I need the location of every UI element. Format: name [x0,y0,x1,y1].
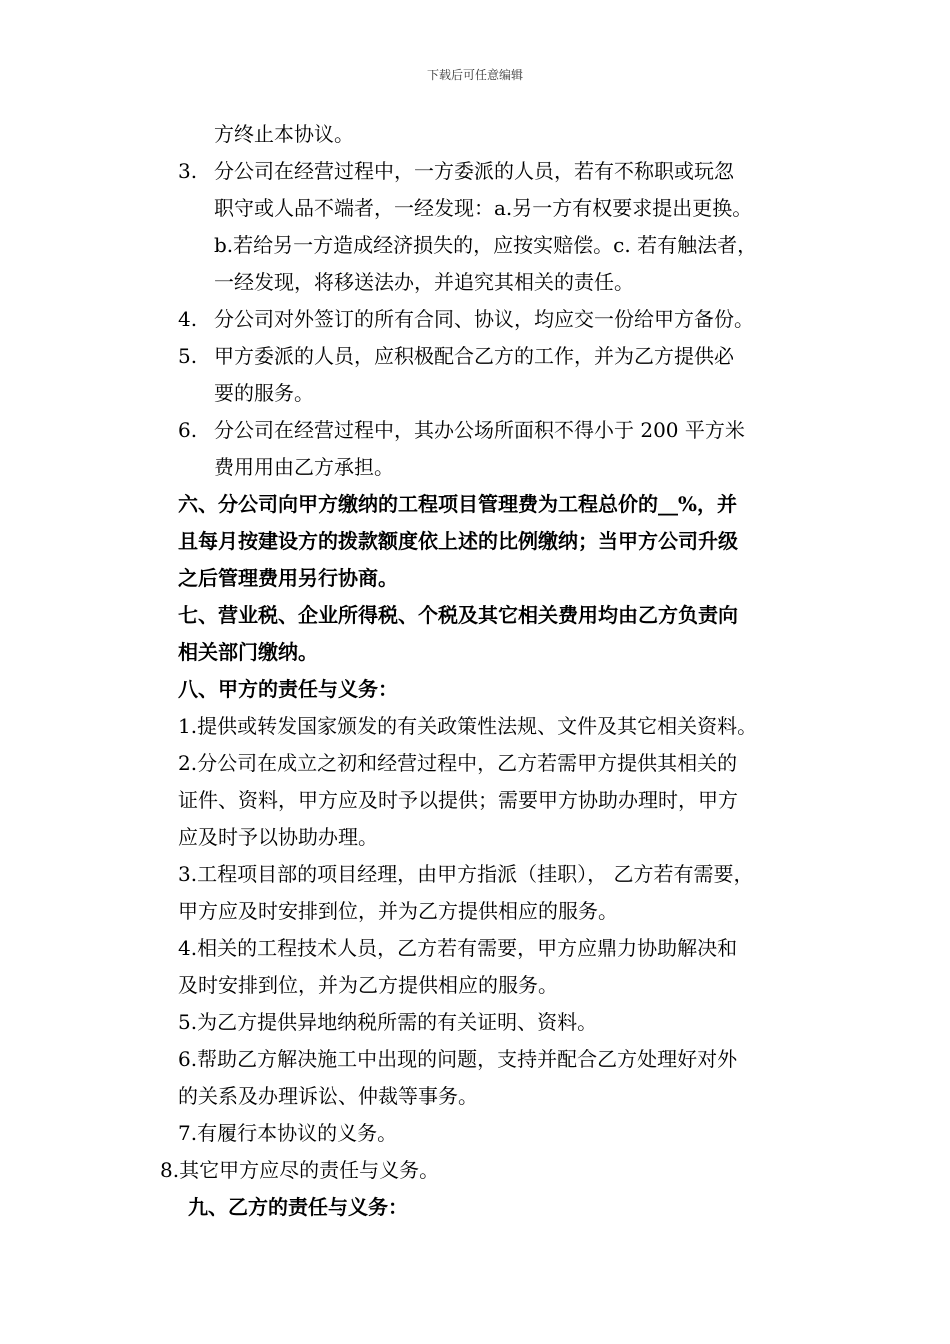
section-8-item: 3.工程项目部的项目经理，由甲方指派（挂职）， 乙方若有需要， [178,862,754,886]
section-8-item: 6.帮助乙方解决施工中出现的问题，支持并配合乙方处理好对外 [178,1047,738,1071]
list-text [214,338,828,412]
section-8-heading: 八、甲方的责任与义务： [178,677,398,701]
list-number: 5. [178,344,198,368]
text-line: 分公司对外签订的所有合同、协议，均应交一份给甲方备份。 [214,307,754,331]
section-8-item: 4.相关的工程技术人员，乙方若有需要，甲方应鼎力协助解决和 [178,936,738,960]
list-item-3 [178,153,828,301]
section-8-item: 5.为乙方提供异地纳税所需的有关证明、资料。 [178,1010,598,1034]
list-number: 6. [178,418,198,442]
section-8-item: 8.其它甲方应尽的责任与义务。 [160,1158,440,1182]
section-8-item: 应及时予以协助办理。 [178,825,378,849]
list-item-6 [178,412,828,486]
section-7-line: 七、营业税、企业所得税、个税及其它相关费用均由乙方负责向 [178,603,738,627]
text-line: 分公司在经营过程中，一方委派的人员，若有不称职或玩忽 [214,159,734,183]
list-text [214,301,828,338]
text-line: 费用用由乙方承担。 [214,455,394,479]
text-line: 职守或人品不端者，一经发现：a.另一方有权要求提出更换。 [214,196,753,220]
list-number: 3. [178,159,198,183]
page-header: 下载后可任意编辑 [426,68,523,82]
list-item-4 [178,301,828,338]
text-line: 要的服务。 [214,381,314,405]
section-6-line: 之后管理费用另行协商。 [178,566,398,590]
section-9-heading: 九、乙方的责任与义务： [188,1195,408,1219]
section-8-item: 的关系及办理诉讼、仲裁等事务。 [178,1084,478,1108]
section-8-item: 证件、资料，甲方应及时予以提供；需要甲方协助办理时，甲方 [178,788,738,812]
text-line: 分公司在经营过程中，其办公场所面积不得小于 200 平方米 [214,418,745,442]
section-8-item: 甲方应及时安排到位，并为乙方提供相应的服务。 [178,899,618,923]
section-7-line: 相关部门缴纳。 [178,640,318,664]
section-8-item: 2.分公司在成立之初和经营过程中，乙方若需甲方提供其相关的 [178,751,738,775]
section-8-item: 7.有履行本协议的义务。 [178,1121,398,1145]
list-number: 4. [178,307,198,331]
continued-text: 方终止本协议。 [214,122,354,146]
list-text [214,153,828,301]
text-line: b.若给另一方造成经济损失的，应按实赔偿。c. 若有触法者， [214,233,758,257]
section-8-item: 及时安排到位，并为乙方提供相应的服务。 [178,973,558,997]
document-body [160,116,828,1226]
list-text [214,412,828,486]
list-item-5 [178,338,828,412]
section-8-item: 1.提供或转发国家颁发的有关政策性法规、文件及其它相关资料。 [178,714,758,738]
section-6-line: 六、分公司向甲方缴纳的工程项目管理费为工程总价的__%，并 [178,492,738,516]
section-6-line: 且每月按建设方的拨款额度依上述的比例缴纳；当甲方公司升级 [178,529,738,553]
text-line: 一经发现，将移送法办，并追究其相关的责任。 [214,270,634,294]
text-line: 甲方委派的人员，应积极配合乙方的工作，并为乙方提供必 [214,344,734,368]
